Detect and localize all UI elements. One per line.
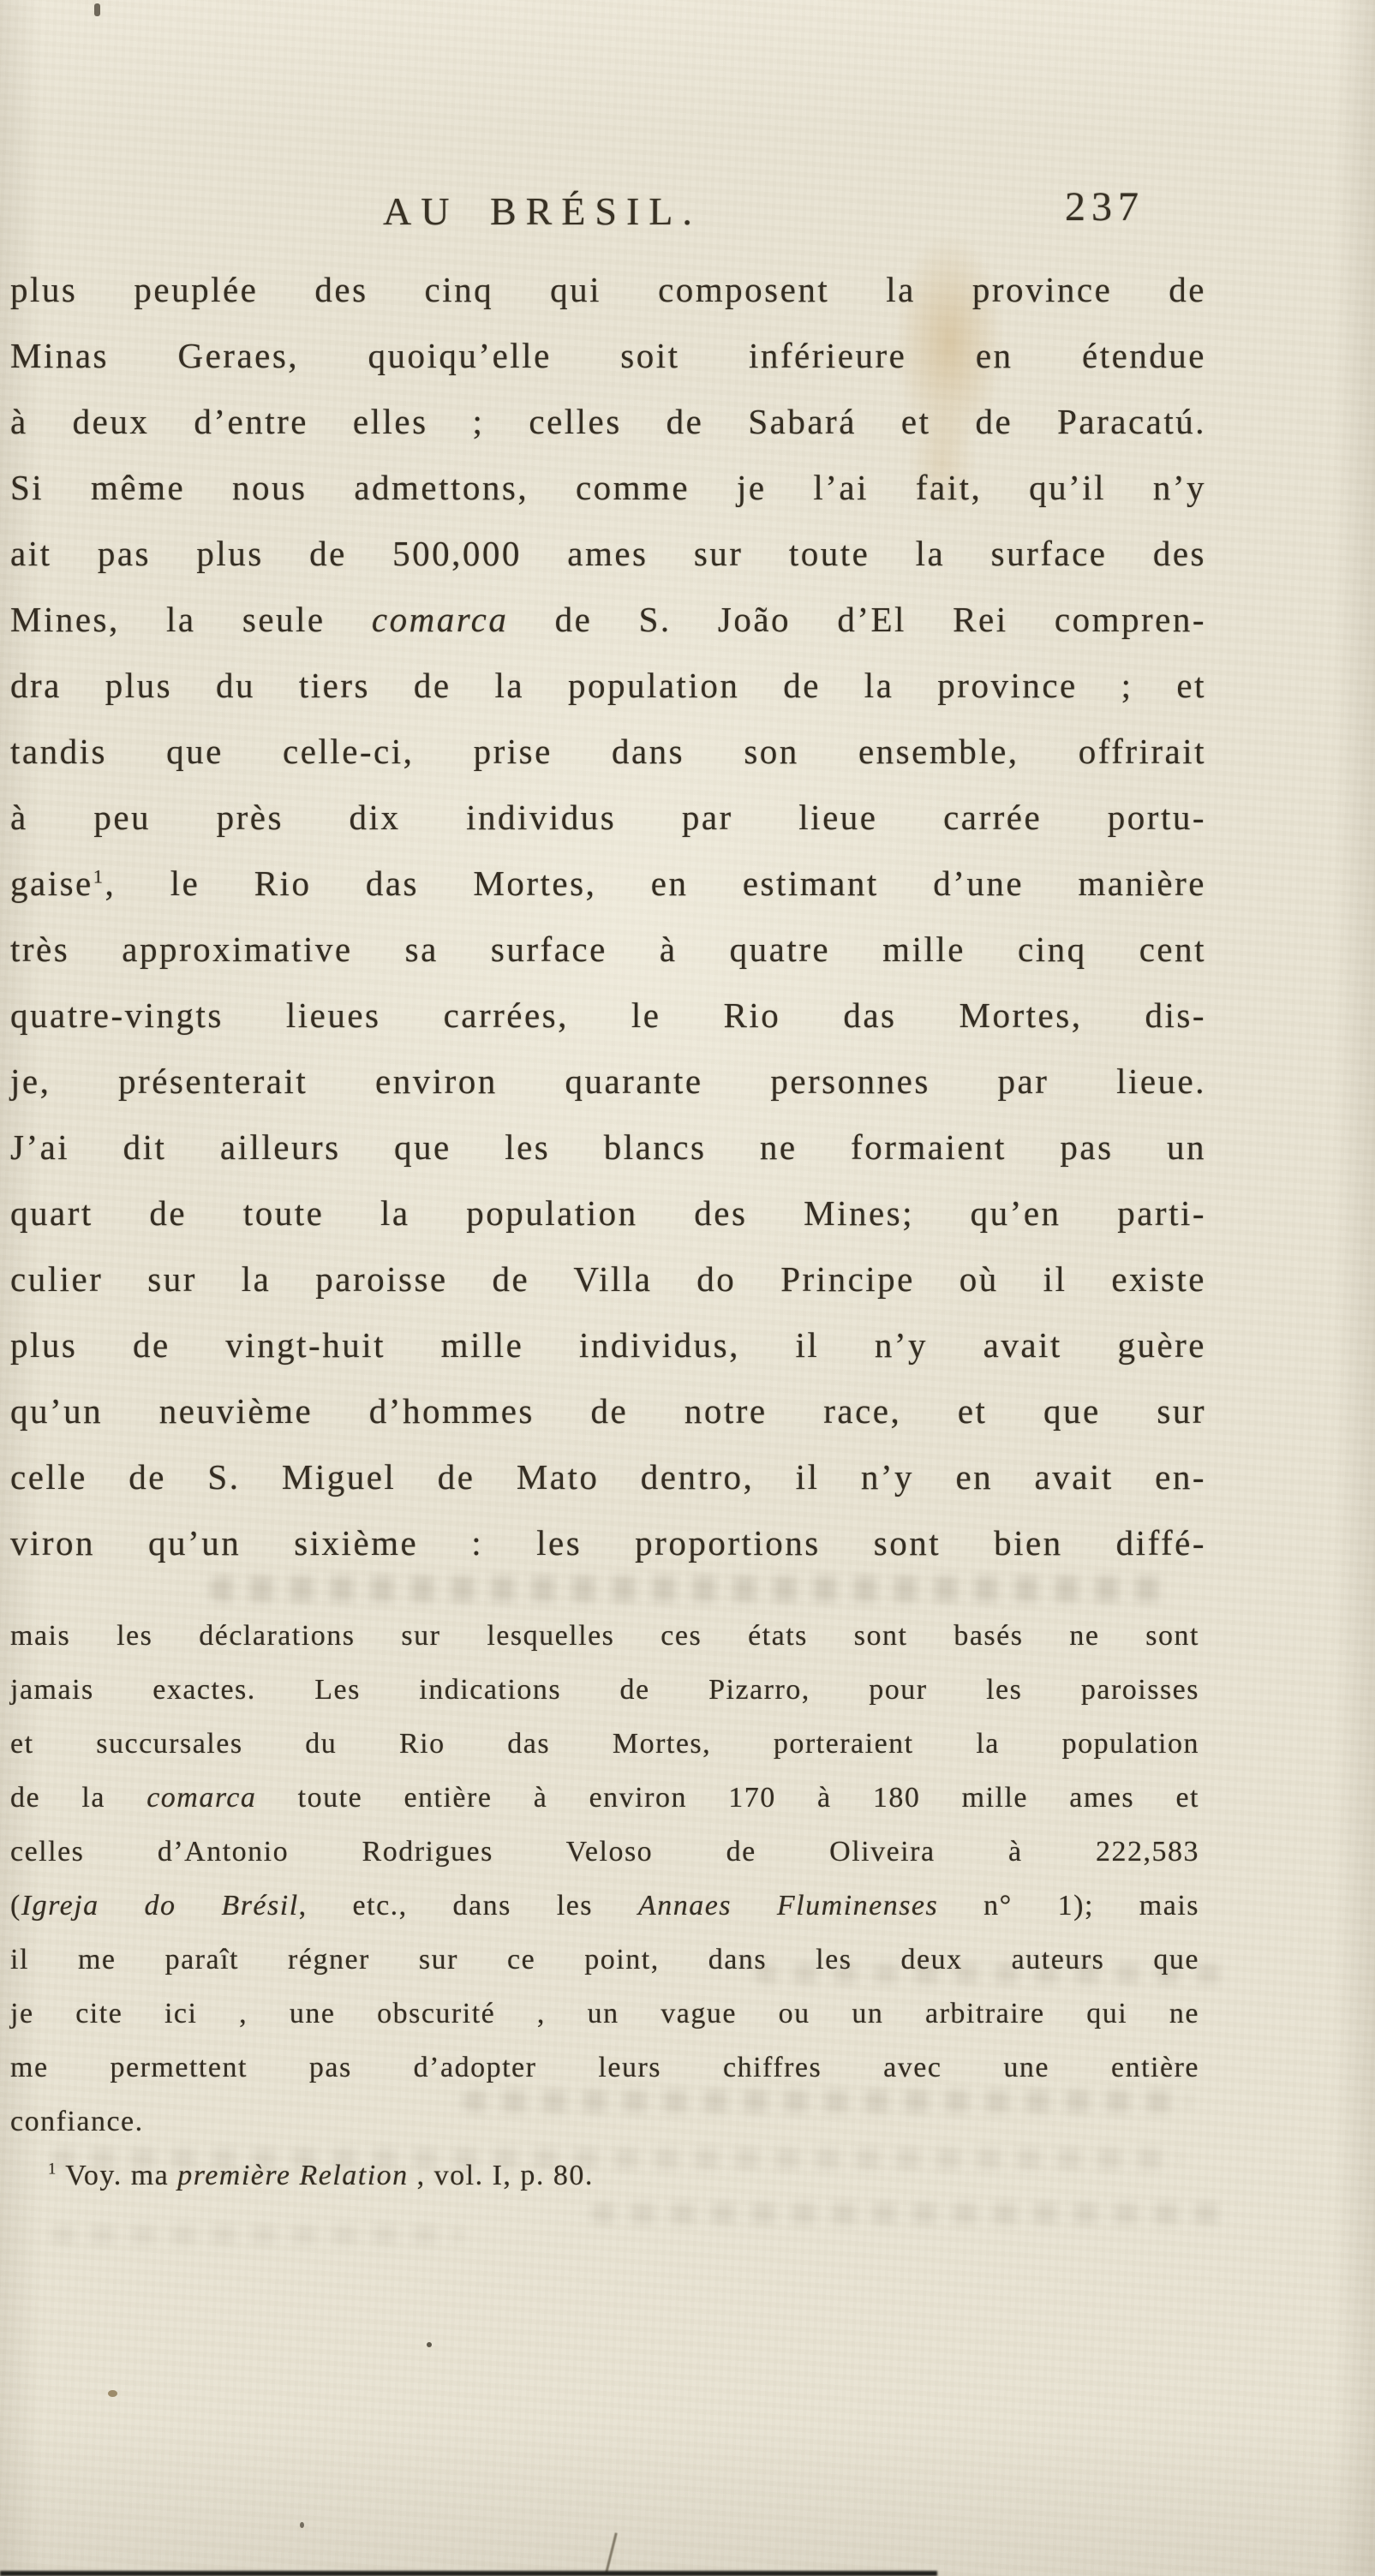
text-segment: culier sur la paroisse de Villa do Principe où il existe xyxy=(10,1259,1206,1299)
text-segment: , le Rio das Mortes, en estimant d’une manière xyxy=(105,864,1206,903)
text-segment: comarca xyxy=(371,600,509,639)
paper-speck xyxy=(108,2390,117,2397)
text-segment: il me paraît régner sur ce point, dans les deux auteurs que xyxy=(10,1944,1199,1975)
text-line xyxy=(10,2041,1199,2095)
text-segment: Minas Geraes, quoiqu’elle soit inférieure en étendue xyxy=(10,336,1206,375)
text-line xyxy=(10,1510,1206,1576)
text-segment: Mines, la seule xyxy=(10,600,372,639)
text-line xyxy=(10,587,1206,653)
footnote-text xyxy=(10,1609,1199,2202)
text-line xyxy=(10,455,1206,521)
text-line xyxy=(10,785,1206,851)
text-segment: celle de S. Miguel de Mato dentro, il n’y en avait en- xyxy=(10,1457,1206,1497)
text-line xyxy=(10,1879,1199,1933)
running-title: AU BRÉSIL. xyxy=(383,189,702,233)
bleedthrough-band xyxy=(210,1576,1169,1602)
text-line xyxy=(10,1378,1206,1444)
text-line xyxy=(10,917,1206,983)
text-line xyxy=(10,1180,1206,1246)
text-line xyxy=(10,1771,1199,1825)
text-line xyxy=(10,1933,1199,1987)
text-line xyxy=(10,2095,1199,2149)
text-segment: , vol. I, p. 80. xyxy=(408,2160,594,2191)
text-line xyxy=(10,323,1206,389)
text-segment: Igreja do Brésil xyxy=(21,1890,299,1922)
text-segment: confiance. xyxy=(10,2106,144,2137)
text-line xyxy=(10,1115,1206,1180)
scan-edge-shadow xyxy=(0,2571,937,2576)
text-segment: à peu près dix individus par lieue carrée portu- xyxy=(10,798,1206,837)
text-segment: jamais exactes. Les indications de Pizarro, pour les paroisses xyxy=(10,1674,1199,1706)
text-segment: de S. João d’El Rei compren- xyxy=(508,600,1206,639)
text-segment: à deux d’entre elles ; celles de Sabará et de Paracatú. xyxy=(10,402,1206,441)
text-segment: qu’un neuvième d’hommes de notre race, et que sur xyxy=(10,1391,1206,1431)
text-segment: Annaes Fluminenses xyxy=(637,1890,939,1922)
text-segment: je cite ici , une obscurité , un vague ou un arbitraire qui ne xyxy=(10,1998,1199,2029)
text-segment: ait pas plus de 500,000 ames sur toute la surface des xyxy=(10,534,1206,573)
bleedthrough-band xyxy=(51,2226,463,2244)
text-segment: toute entière à environ 170 à 180 mille ames et xyxy=(256,1782,1199,1814)
text-line xyxy=(10,1987,1199,2041)
text-segment: plus de vingt-huit mille individus, il n’y avait guère xyxy=(10,1325,1206,1365)
text-line xyxy=(10,1609,1199,1663)
text-segment: dra plus du tiers de la population de la province ; et xyxy=(10,666,1206,705)
paper-speck xyxy=(94,3,100,16)
footnote-reference: 1 xyxy=(93,865,105,888)
text-segment: très approximative sa surface à quatre mille cinq cent xyxy=(10,929,1206,969)
text-line xyxy=(10,1825,1199,1879)
text-line xyxy=(10,1717,1199,1771)
text-segment: comarca xyxy=(146,1782,257,1814)
text-segment: tandis que celle-ci, prise dans son ensemble, offrirait xyxy=(10,732,1206,771)
text-segment: plus peuplée des cinq qui composent la province de xyxy=(10,270,1206,309)
text-segment: , etc., dans les xyxy=(298,1890,638,1922)
text-segment: mais les déclarations sur lesquelles ces états sont basés ne sont xyxy=(10,1620,1199,1652)
paper-speck xyxy=(427,2342,432,2347)
text-segment: Si même nous admettons, comme je l’ai fait, qu’il n’y xyxy=(10,468,1206,507)
text-line xyxy=(10,1444,1206,1510)
text-line xyxy=(10,389,1206,455)
scratch-mark xyxy=(605,2532,618,2573)
text-segment: de la xyxy=(10,1782,147,1814)
text-segment: J’ai dit ailleurs que les blancs ne formaient pas un xyxy=(10,1127,1206,1167)
text-segment: quart de toute la population des Mines; qu’en parti- xyxy=(10,1193,1206,1233)
text-segment: me permettent pas d’adopter leurs chiffres avec une entière xyxy=(10,2052,1199,2083)
text-segment: n° 1); mais xyxy=(938,1890,1200,1922)
text-line xyxy=(10,257,1206,323)
footnote-reference: 1 xyxy=(48,2160,57,2179)
text-line xyxy=(10,2149,1199,2202)
text-line xyxy=(10,1312,1206,1378)
paper-speck xyxy=(300,2522,304,2528)
text-line xyxy=(10,1049,1206,1115)
text-line xyxy=(10,851,1206,917)
text-segment: et succursales du Rio das Mortes, porteraient la population xyxy=(10,1728,1199,1760)
text-line xyxy=(10,653,1206,719)
body-text xyxy=(10,257,1206,1576)
text-line xyxy=(10,521,1206,587)
text-segment: celles d’Antonio Rodrigues Veloso de Oliveira à 222,583 xyxy=(10,1836,1199,1868)
text-segment: gaise xyxy=(10,864,93,903)
text-segment: Voy. ma xyxy=(57,2160,178,2191)
text-line xyxy=(10,719,1206,785)
text-line xyxy=(10,1663,1199,1717)
text-segment: première Relation xyxy=(177,2160,409,2191)
bleedthrough-band xyxy=(591,2203,1225,2224)
text-segment: viron qu’un sixième : les proportions sont bien diffé- xyxy=(10,1523,1206,1563)
text-line xyxy=(10,983,1206,1049)
text-segment: ( xyxy=(10,1890,21,1922)
text-line xyxy=(10,1246,1206,1312)
text-segment: quatre-vingts lieues carrées, le Rio das Mortes, dis- xyxy=(10,995,1206,1035)
text-segment: je, présenterait environ quarante personnes par lieue. xyxy=(10,1061,1206,1101)
page-number: 237 xyxy=(1065,184,1145,230)
